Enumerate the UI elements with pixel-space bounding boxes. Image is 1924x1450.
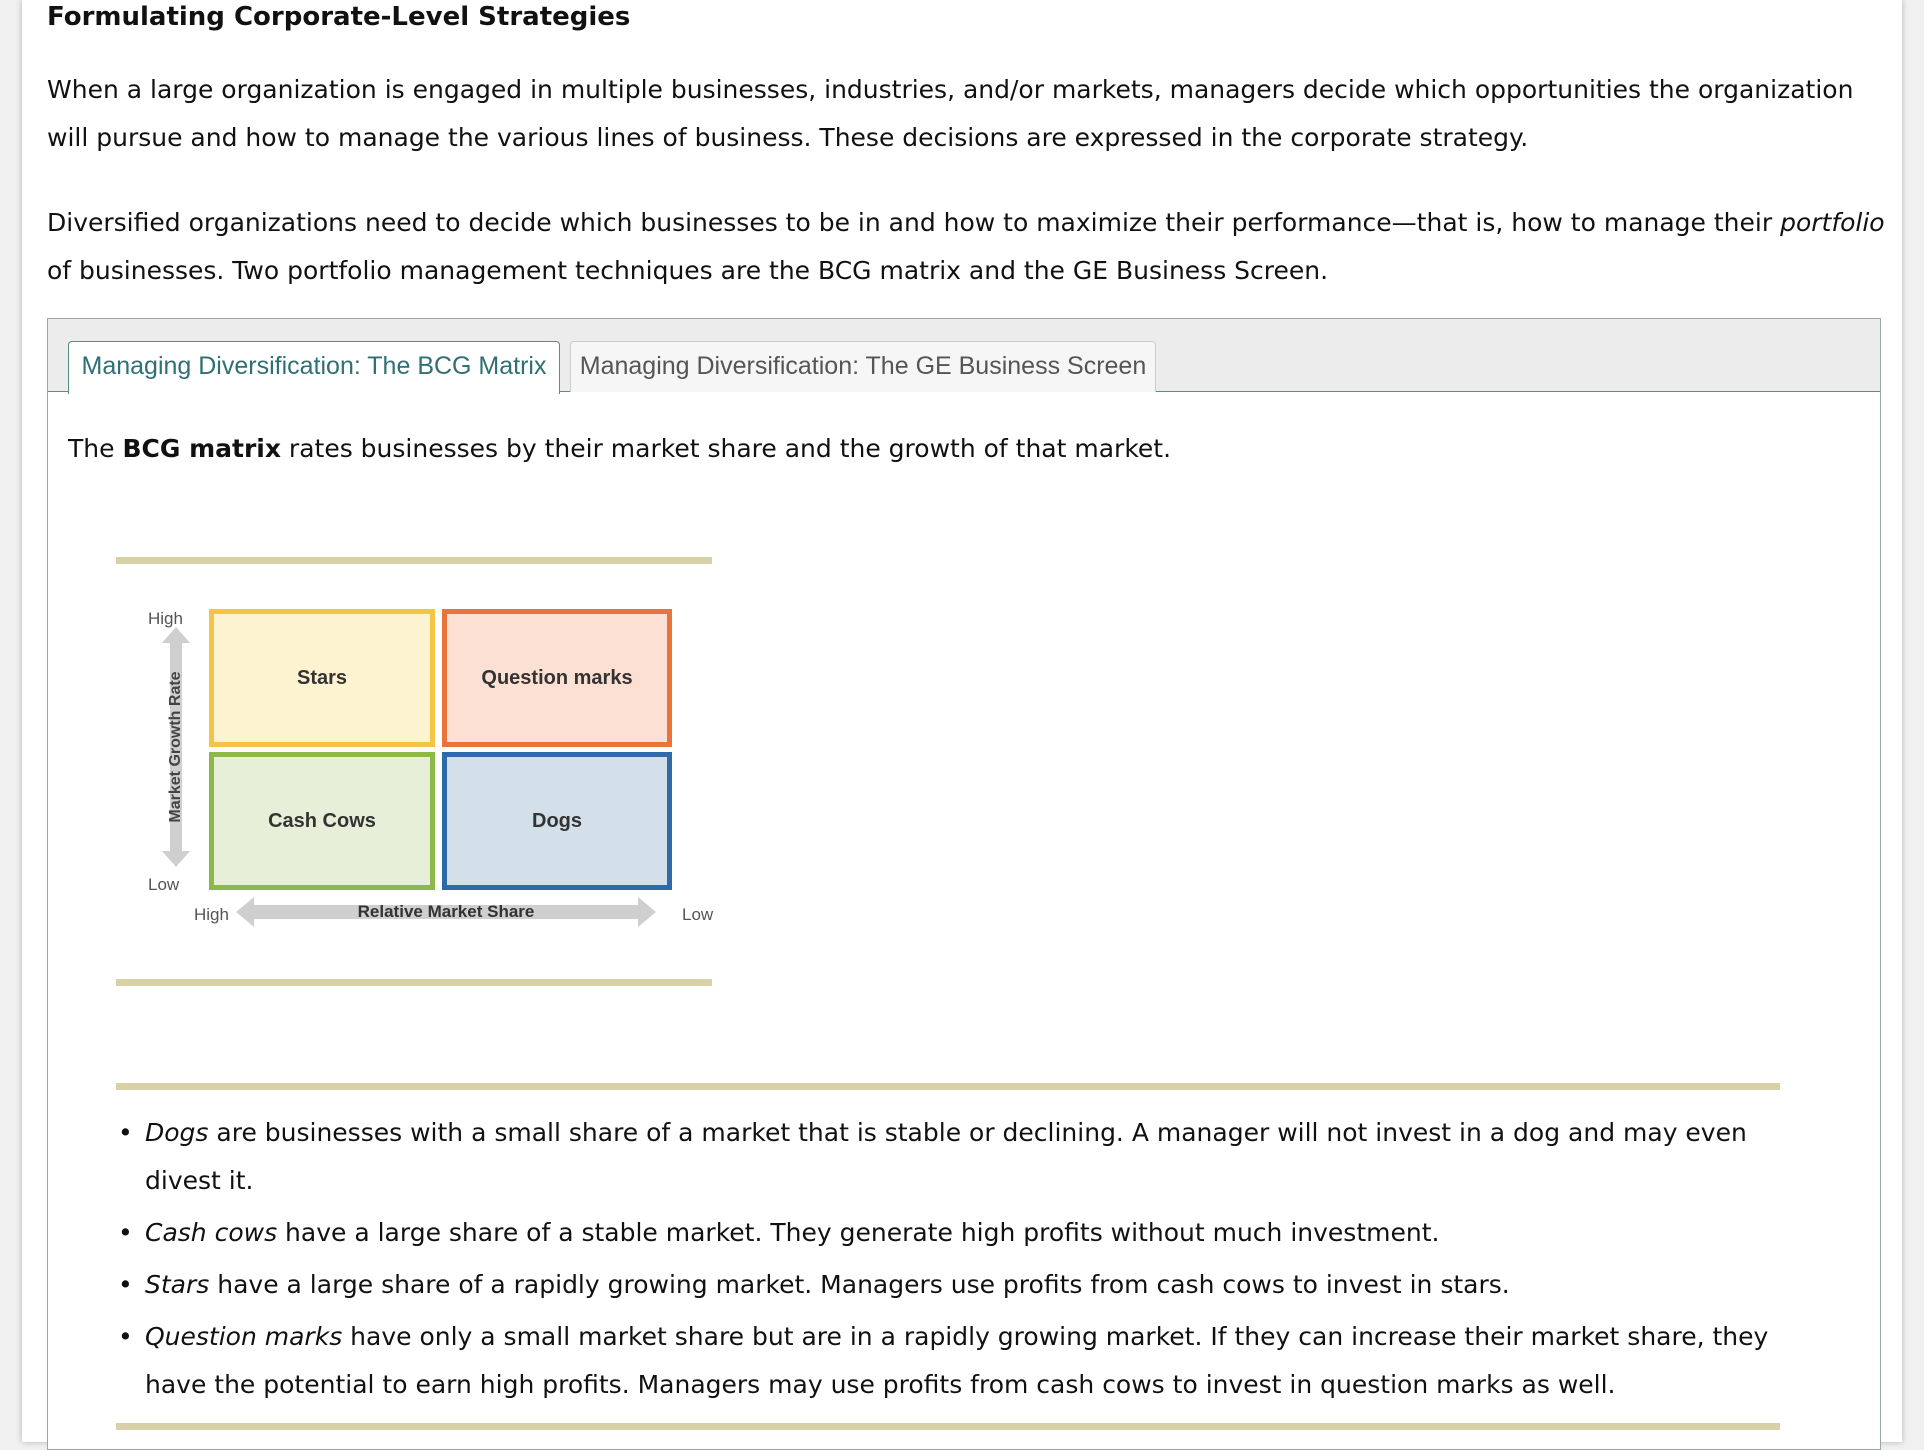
portfolio-text-after: of businesses. Two portfolio management techniques are the BCG matrix and the GE Business Screen. — [47, 256, 1329, 285]
definition-cash-cows: have a large share of a stable market. They generate high profits without much investment. — [277, 1218, 1440, 1247]
list-item-dogs — [118, 1109, 1778, 1205]
bcg-definitions-list — [118, 1109, 1778, 1413]
quadrant-question-marks: Question marks — [442, 609, 672, 747]
x-axis-low-label: Low — [682, 905, 714, 924]
list-item-question-marks — [118, 1313, 1778, 1409]
y-axis-high-label: High — [148, 609, 183, 628]
tab-strip — [48, 319, 1880, 392]
divider-top — [116, 557, 712, 564]
x-axis-label: Relative Market Share — [357, 902, 535, 921]
bcg-intro — [68, 429, 1171, 469]
intro-paragraph: When a large organization is engaged in multiple businesses, industries, and/or markets, managers decide which opportunities the organization will pursue and how to manage the various lines of business. These decisions are expressed in the corporate strategy. — [47, 75, 1854, 152]
bcg-matrix-figure — [136, 587, 714, 957]
tab-panel — [47, 318, 1881, 1450]
page-title: Formulating Corporate-Level Strategies — [47, 2, 631, 32]
y-axis-low-label: Low — [148, 875, 180, 894]
portfolio-paragraph — [47, 199, 1887, 295]
tab-bcg-matrix[interactable]: Managing Diversification: The BCG Matrix — [68, 341, 560, 394]
y-axis-label: Market Growth Rate — [167, 671, 184, 823]
portfolio-text-before: Diversified organizations need to decide which businesses to be in and how to maximize their performance—that is, how to manage their — [47, 208, 1781, 237]
quadrant-cash-cows: Cash Cows — [209, 752, 435, 890]
bcg-intro-term: BCG matrix — [122, 434, 281, 463]
bcg-intro-before: The — [68, 434, 123, 463]
definition-question-marks: have only a small market share but are in a rapidly growing market. If they can increase their market share, they have the potential to earn high profits. Managers may use profits from cash cows to invest in question marks as well. — [145, 1322, 1769, 1399]
divider-figure-bottom — [116, 979, 712, 986]
term-dogs: Dogs — [145, 1118, 209, 1147]
list-item-cash-cows — [118, 1209, 1778, 1257]
list-item-stars — [118, 1261, 1778, 1309]
page — [22, 0, 1902, 1442]
bcg-intro-after: rates businesses by their market share and the growth of that market. — [280, 434, 1172, 463]
definition-stars: have a large share of a rapidly growing market. Managers use profits from cash cows to invest in stars. — [209, 1270, 1510, 1299]
x-axis-high-label: High — [194, 905, 229, 924]
portfolio-emphasis: portfolio — [1780, 208, 1885, 237]
definition-dogs: are businesses with a small share of a market that is stable or declining. A manager will not invest in a dog and may even divest it. — [145, 1118, 1747, 1195]
quadrant-stars: Stars — [209, 609, 435, 747]
divider-list-bottom — [116, 1423, 1780, 1430]
term-stars: Stars — [145, 1270, 210, 1299]
term-question-marks: Question marks — [145, 1322, 343, 1351]
quadrant-dogs: Dogs — [442, 752, 672, 890]
term-cash-cows: Cash cows — [145, 1218, 278, 1247]
divider-list-top — [116, 1083, 1780, 1090]
tab-ge-business-screen[interactable]: Managing Diversification: The GE Business Screen — [570, 341, 1156, 392]
